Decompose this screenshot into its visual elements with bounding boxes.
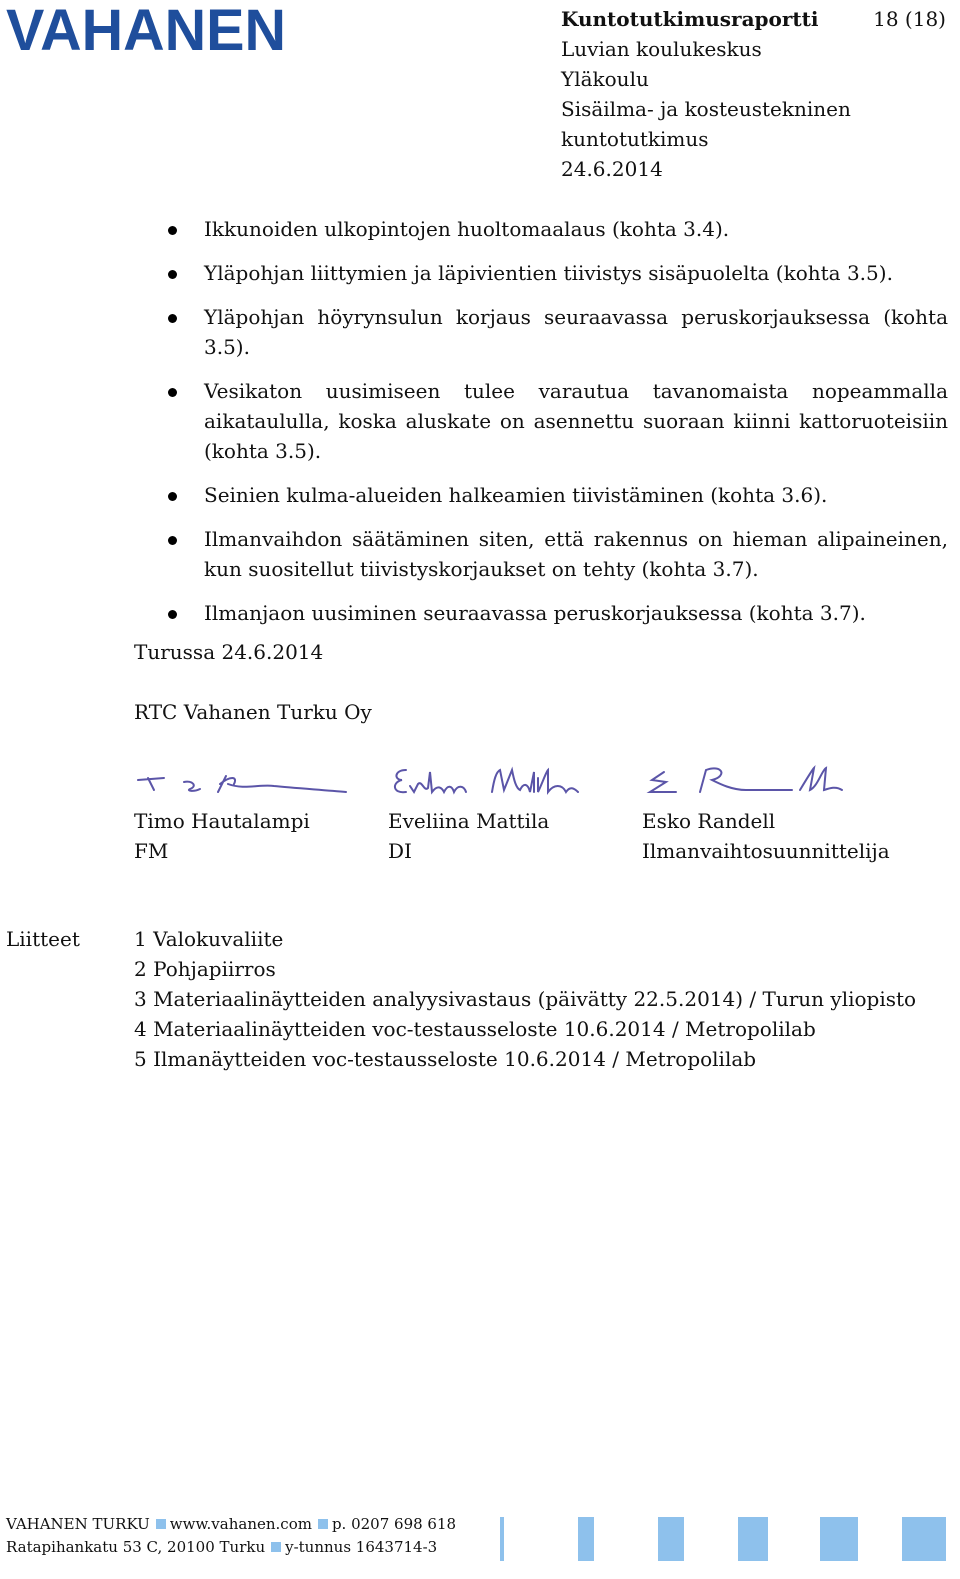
company-name: RTC Vahanen Turku Oy [134,700,372,724]
signatory-name: Timo Hautalampi [134,809,310,833]
recommendation-list [168,214,948,642]
bullet-icon [168,270,177,279]
bullet-icon [168,388,177,397]
signatory-role: FM [134,839,169,863]
decorative-bar [820,1517,858,1561]
report-title: Kuntotutkimusraportti [561,7,819,31]
header-line: Yläkoulu [561,67,649,91]
bullet-icon [168,492,177,501]
signature-block [134,762,374,866]
header-line: Luvian koulukeskus [561,37,762,61]
attachment-item: 1 Valokuvaliite [134,927,284,951]
list-item: Yläpohjan liittymien ja läpivientien tiivistys sisäpuolelta (kohta 3.5). [168,258,948,288]
signatory-name: Eveliina Mattila [388,809,550,833]
handwritten-signature-icon [388,762,608,806]
handwritten-signature-icon [642,762,862,806]
footer-line-2 [6,1536,456,1559]
bullet-icon [168,610,177,619]
decorative-bar [658,1517,684,1561]
decorative-bar [500,1517,504,1561]
header-line: kuntotutkimus [561,127,709,151]
svg-text:VAHANEN: VAHANEN [6,2,286,58]
square-separator-icon [318,1519,328,1529]
attachment-item: 4 Materiaalinäytteiden voc-testausseloste 10.6.2014 / Metropolilab [134,1017,816,1041]
footer-ytunnus: y-tunnus 1643714-3 [285,1538,438,1556]
decorative-bar [738,1517,768,1561]
attachment-item: 3 Materiaalinäytteiden analyysivastaus (päivätty 22.5.2014) / Turun yliopisto [134,987,917,1011]
page-footer [6,1513,456,1559]
signatory-name: Esko Randell [642,809,776,833]
list-item: Ikkunoiden ulkopintojen huoltomaalaus (kohta 3.4). [168,214,948,244]
bullet-icon [168,226,177,235]
footer-address: Ratapihankatu 53 C, 20100 Turku [6,1538,266,1556]
signature-block [388,762,628,866]
square-separator-icon [271,1542,281,1552]
list-item: Seinien kulma-alueiden halkeamien tiivistäminen (kohta 3.6). [168,480,948,510]
decorative-bar [578,1517,594,1561]
attachments-list [134,924,916,1074]
handwritten-signature-icon [134,762,354,806]
header-date: 24.6.2014 [561,157,663,181]
attachments-label: Liitteet [6,927,80,951]
footer-line-1 [6,1513,456,1536]
square-separator-icon [156,1519,166,1529]
attachment-item: 2 Pohjapiirros [134,957,276,981]
bullet-icon [168,536,177,545]
signatory-role: DI [388,839,412,863]
footer-phone: p. 0207 698 618 [331,1515,457,1533]
signature-block [642,762,890,866]
list-item: Ilmanvaihdon säätäminen siten, että rakennus on hieman alipaineinen, kun suositellut tiivistyskorjaukset on tehty (kohta 3.7). [168,524,948,584]
place-and-date: Turussa 24.6.2014 [134,640,324,664]
bullet-icon [168,314,177,323]
vahanen-logo [6,2,291,58]
footer-website: www.vahanen.com [169,1515,312,1533]
header-line: Sisäilma- ja kosteustekninen [561,97,851,121]
signatory-role: Ilmanvaihtosuunnittelija [642,839,890,863]
decorative-bar [902,1517,946,1561]
list-item: Ilmanjaon uusiminen seuraavassa peruskorjauksessa (kohta 3.7). [168,598,948,628]
page-number: 18 (18) [873,7,946,31]
document-header [561,4,951,184]
attachment-item: 5 Ilmanäytteiden voc-testausseloste 10.6.2014 / Metropolilab [134,1047,757,1071]
list-item: Vesikaton uusimiseen tulee varautua tavanomaista nopeammalla aikataululla, koska aluskate on asennettu suoraan kiinni kattoruoteisiin (kohta 3.5). [168,376,948,466]
list-item: Yläpohjan höyrynsulun korjaus seuraavassa peruskorjauksessa (kohta 3.5). [168,302,948,362]
footer-company: VAHANEN TURKU [6,1515,150,1533]
